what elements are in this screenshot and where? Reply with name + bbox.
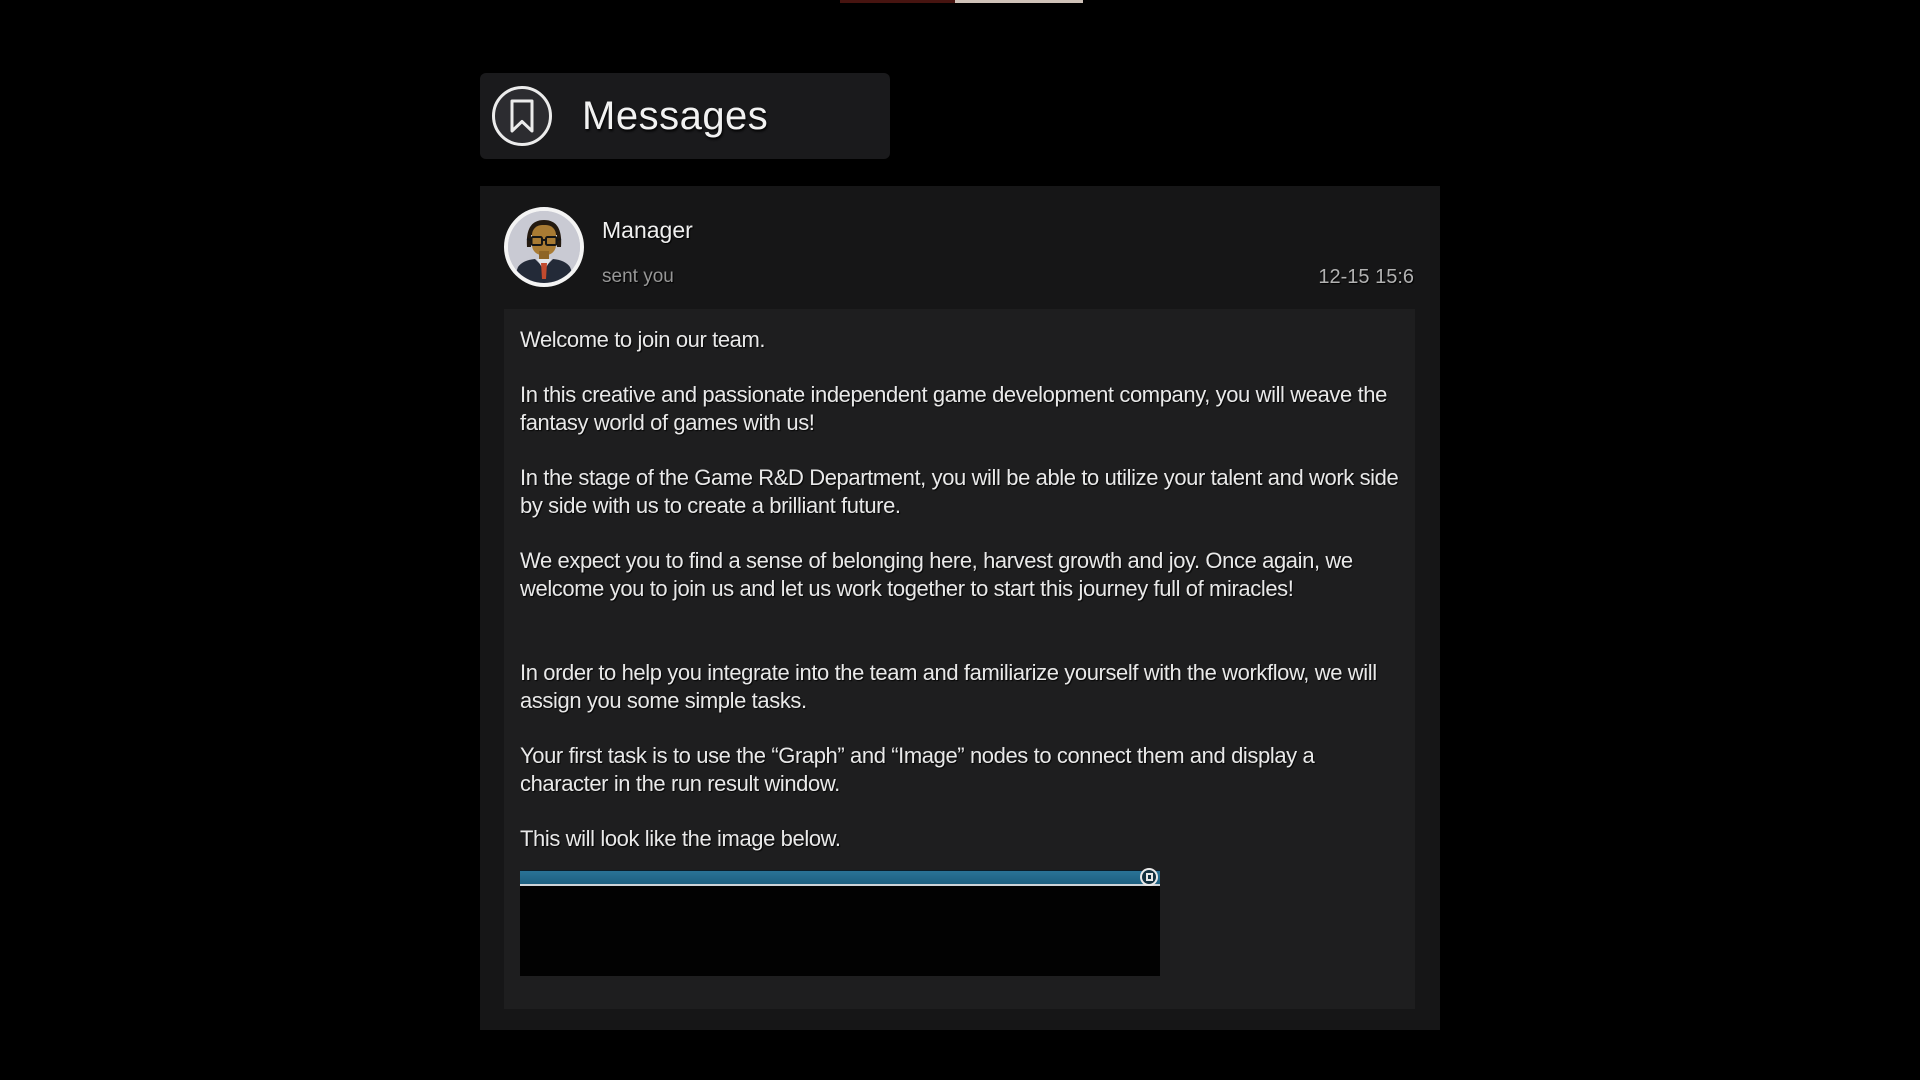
message-paragraph: Your first task is to use the “Graph” and “Image” nodes to connect them and display a character in the run result window. (520, 743, 1315, 796)
page-title: Messages (582, 93, 769, 138)
sender-subtitle: sent you (602, 266, 674, 287)
message-paragraph: This will look like the image below. (520, 826, 841, 851)
sender-avatar (504, 207, 584, 287)
message-body (504, 309, 1415, 1009)
message-timestamp: 12-15 15:6 (1318, 266, 1414, 288)
message-paragraph: In this creative and passionate independent game development company, you will weave the fantasy world of games with us! (520, 382, 1387, 435)
restore-window-icon[interactable] (1140, 868, 1158, 886)
message-card[interactable] (480, 186, 1440, 1030)
sender-name: Manager (602, 217, 693, 243)
attachment-image[interactable] (520, 870, 1160, 976)
bookmark-icon (492, 86, 552, 146)
top-edge-artifact-light (955, 0, 1083, 3)
messages-header[interactable] (480, 73, 890, 159)
message-paragraph: We expect you to find a sense of belonging here, harvest growth and joy. Once again, we welcome you to join us and let us work together to start this journey full of miracles! (520, 548, 1353, 601)
attachment-content (520, 886, 1160, 976)
message-paragraph: Welcome to join our team. (520, 327, 766, 352)
top-edge-artifact-red (840, 0, 955, 3)
message-paragraph: In order to help you integrate into the team and familiarize yourself with the workflow, we will assign you some simple tasks. (520, 660, 1377, 713)
attachment-titlebar (520, 870, 1160, 884)
message-paragraph: In the stage of the Game R&D Department, you will be able to utilize your talent and work side by side with us to create a brilliant future. (520, 465, 1399, 518)
